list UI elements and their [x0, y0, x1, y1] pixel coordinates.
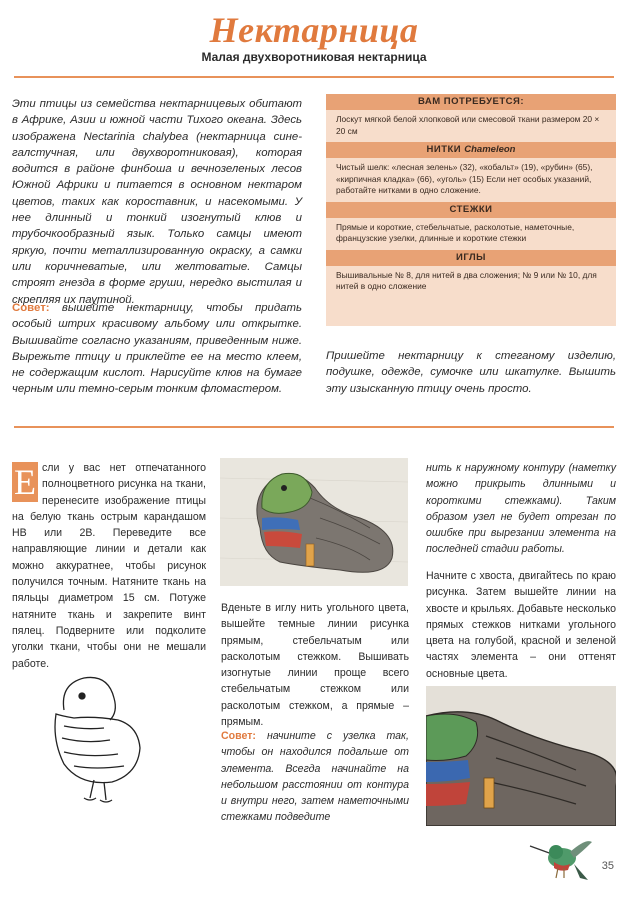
col2-tip-label: Совет: — [221, 730, 256, 742]
drop-cap: Е — [14, 462, 36, 502]
bird-sketch-illustration — [34, 670, 154, 810]
tip-text: вышейте нектарницу, чтобы придать особый штрих красивому альбому или открытке. Вышивайте согласно указаниям, приведенным ниже. Вырежьте птицу и приклейте ее на место клеем, не содержащим кислот. Нарисуйте клюв на бумаге черным или темно-серым тонким фломастером. — [12, 302, 302, 396]
col2-tip-text: начините с узелка так, чтобы он находился подальше от элемента. Всегда начинайте на небольшом расстоянии от контура и внутри него, затем наметочными стежками подведите — [221, 730, 409, 824]
intro-paragraph: Эти птицы из семейства нектарницевых обитают в Африке, Азии и южной части Тихого океана. Здесь изображена Nectarinia chalybea (нектарница сине-галстучная, или двухворотниковая), которая водится в районе финбоша и вечнозеленых лесов Южной Африки и питается в основном нектаром цветов, таких как короставник, и насекомыми. У нее длинный и тонкий изогнутый клюв и трубочкообразный язык. Только самцы имеют яркую, почти металлизированную окраску, а самки или коричневатые, или желтоватые. Самцы строят гнезда в форме груши, нередко выстилая и скрепляя их паутиной. — [12, 98, 302, 306]
colored-bird-photo — [220, 458, 408, 586]
stitches-text: Прямые и короткие, стебельчатые, расколотые, наметочные, французские узелки, длинные и короткие стежки — [336, 221, 575, 243]
embroidered-bird-illustration — [426, 686, 616, 826]
instructions-column-2-tip — [221, 728, 409, 826]
intro-tip — [12, 300, 302, 398]
page-title: Нектарница — [209, 10, 419, 50]
hummingbird-icon — [526, 828, 596, 888]
needles-heading: ИГЛЫ — [326, 250, 616, 266]
col1-text: сли у вас нет отпечатанного полноцветного рисунка на ткани, перенесите изображение птицы на белую ткань острым карандашом HB или 2B. Переведите все направляющие линии и детали как можно аккуратнее, чтобы рисунок получился точным. Натяните ткань на пяльцы диаметром 15 см. Потуже натяните ткань и закрепите винт пялец. Подверните или подколите уголки ткани, чтобы они не мешали работе. — [12, 462, 206, 670]
stitches-heading: СТЕЖКИ — [326, 202, 616, 218]
page-number: 35 — [601, 860, 614, 872]
instructions-column-3-bottom: Начните с хвоста, двигайтесь по краю рисунка. Затем вышейте линии на хвосте и крыльях. Добавьте несколько прямых стежков нитками угольного цвета на голубой, красной и зеленой частях элемента – они оттенят основные цвета. — [426, 570, 616, 680]
threads-heading-label: НИТКИ — [426, 144, 462, 155]
instructions-column-2: Вденьте в иглу нить угольного цвета, вышейте темные линии рисунка прямым, стебельчатым или расколотым стежком. Вышивать изогнутые линии проще всего стебельчатым стежком или расколотым стежком, а прямые – прямым. — [221, 602, 409, 729]
outro-paragraph: Пришейте нектарницу к стеганому изделию, подушке, одежде, сумочке или шкатулке. Вышить эту изысканную птицу очень просто. — [326, 350, 616, 395]
instructions-column-3-top: нить к наружному контуру (наметку можно прикрыть длинными и короткими стежками). Таким образом узел не будет отрезан по ошибке при вырезании элемента на последней стадии работы. — [426, 462, 616, 556]
materials-text: Лоскут мягкой белой хлопковой или смесовой ткани размером 20 × 20 см — [336, 114, 600, 136]
tip-label: Совет: — [12, 302, 50, 314]
colored-bird-illustration — [220, 458, 408, 586]
threads-text: Чистый шелк: «лесная зелень» (32), «кобальт» (19), «рубин» (65), «кирпичная кладка» (66), «уголь» (15) Если нет особых указаний, работайте нитками в одно сложение. — [336, 162, 593, 195]
materials-heading: ВАМ ПОТРЕБУЕТСЯ: — [326, 94, 616, 110]
section-divider — [14, 426, 614, 428]
page-subtitle: Малая двухворотниковая нектарница — [201, 50, 427, 64]
instructions-column-1 — [12, 460, 206, 672]
threads-brand: Chameleon — [464, 144, 516, 155]
materials-sidebar — [326, 94, 616, 326]
embroidered-bird-photo — [426, 686, 616, 826]
header-divider — [14, 76, 614, 78]
threads-heading — [326, 142, 616, 158]
needles-text: Вышивальные № 8, для нитей в два сложения; № 9 или № 10, для нитей в одно сложение — [336, 269, 597, 291]
